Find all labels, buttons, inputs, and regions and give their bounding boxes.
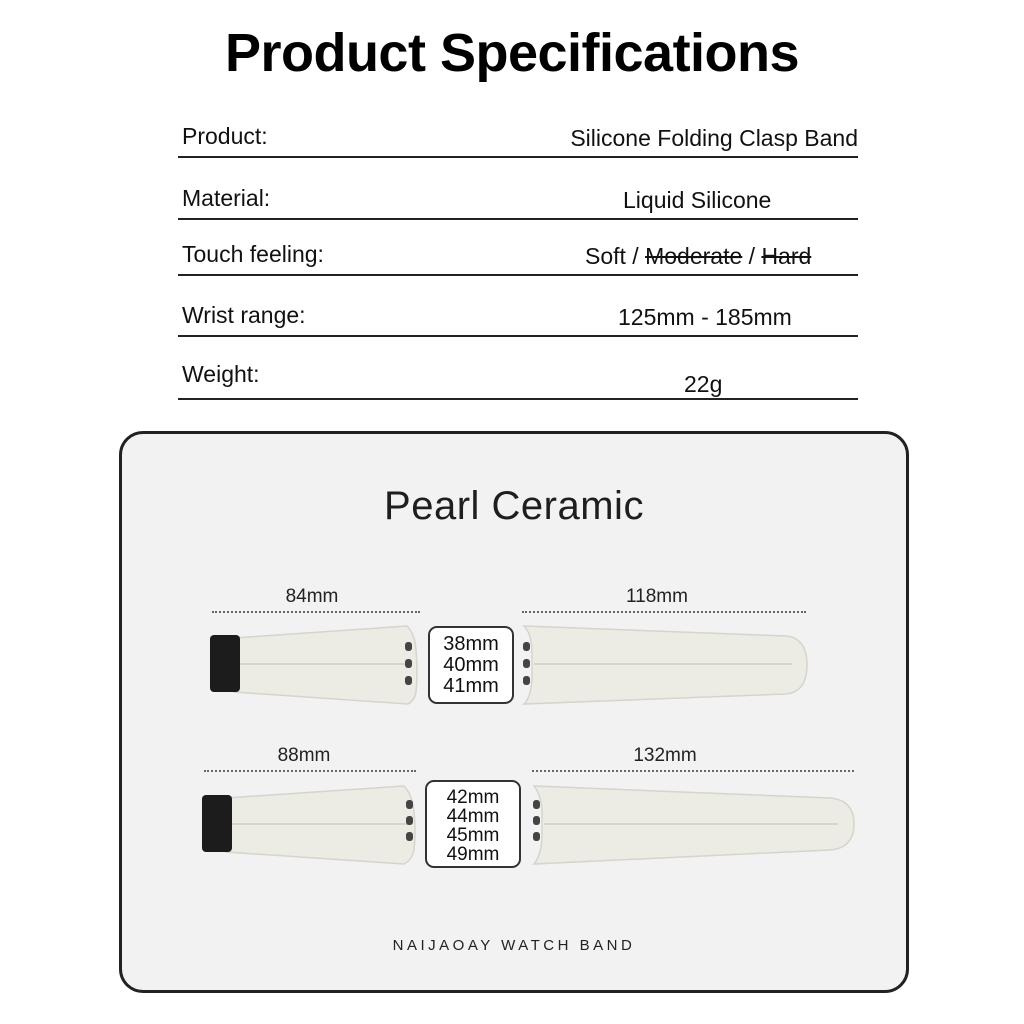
spec-row-weight bbox=[178, 360, 858, 400]
small-long-length: 118mm bbox=[626, 586, 688, 607]
large-size-box bbox=[425, 780, 521, 868]
size-label: 44mm bbox=[446, 806, 500, 827]
spec-label: Wrist range: bbox=[182, 302, 306, 328]
touch-moderate: Moderate bbox=[645, 243, 743, 269]
spec-row-wrist-range bbox=[178, 297, 858, 337]
touch-separator: / bbox=[742, 243, 762, 269]
spec-value: 125mm - 185mm bbox=[618, 304, 792, 330]
spec-value: Liquid Silicone bbox=[623, 187, 772, 213]
spec-label: Material: bbox=[182, 185, 271, 211]
divider bbox=[178, 218, 858, 220]
large-long-length: 132mm bbox=[633, 745, 697, 766]
large-short-length: 88mm bbox=[277, 745, 331, 766]
brand-label: NAIJAOAY WATCH BAND bbox=[392, 937, 636, 954]
large-band-long-piece bbox=[533, 786, 854, 864]
spec-value: Silicone Folding Clasp Band bbox=[570, 125, 858, 151]
small-short-length: 84mm bbox=[285, 586, 339, 607]
size-label: 45mm bbox=[446, 825, 500, 846]
spec-label: Weight: bbox=[182, 361, 260, 387]
color-name: Pearl Ceramic bbox=[384, 484, 644, 528]
spec-row-touch-feeling bbox=[178, 236, 858, 276]
spec-value-touch bbox=[585, 243, 811, 270]
spec-row-material bbox=[178, 180, 858, 220]
touch-soft: Soft / bbox=[585, 243, 646, 269]
spec-label: Product: bbox=[182, 123, 268, 149]
divider bbox=[178, 274, 858, 276]
touch-hard: Hard bbox=[761, 243, 812, 269]
large-band-short-piece bbox=[202, 786, 415, 864]
size-label: 40mm bbox=[443, 654, 499, 676]
spec-value: 22g bbox=[684, 371, 723, 397]
divider bbox=[178, 398, 858, 400]
page-title: Product Specifications bbox=[224, 23, 800, 83]
size-label: 49mm bbox=[446, 844, 500, 865]
large-band-illustration bbox=[122, 434, 912, 996]
size-label: 38mm bbox=[443, 633, 499, 655]
size-label: 42mm bbox=[446, 787, 500, 808]
spec-label: Touch feeling: bbox=[182, 241, 324, 267]
spec-row-product bbox=[178, 118, 858, 158]
divider bbox=[178, 156, 858, 158]
product-card bbox=[119, 431, 909, 993]
size-label: 41mm bbox=[443, 675, 499, 697]
divider bbox=[178, 335, 858, 337]
